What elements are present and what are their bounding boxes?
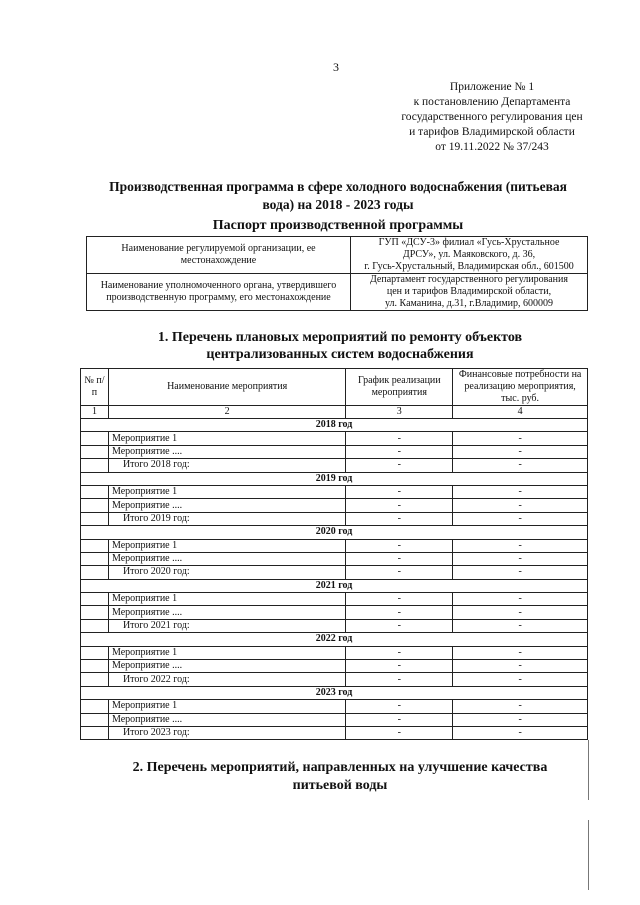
total-row: [81, 673, 588, 686]
row-number-cell: [81, 432, 109, 445]
cost-cell: -: [453, 646, 588, 659]
passport-value: [351, 274, 588, 311]
year-label: 2018 год: [81, 419, 588, 432]
events-table: [80, 368, 588, 740]
table-row: [81, 445, 588, 458]
passport-label: Наименование уполномоченного органа, утвердившего производственную программу, его местонахождение: [87, 274, 351, 311]
section1-title: [140, 329, 540, 363]
table-row: [81, 700, 588, 713]
title-line: Производственная программа в сфере холодного водоснабжения (питьевая: [109, 179, 567, 194]
row-number-cell: [81, 713, 109, 726]
schedule-cell: -: [346, 459, 453, 472]
table-header-row: [81, 369, 588, 406]
table-row: [81, 485, 588, 498]
row-number-cell: [81, 646, 109, 659]
schedule-cell: -: [346, 566, 453, 579]
event-name: Мероприятие ....: [108, 552, 345, 565]
schedule-cell: -: [346, 726, 453, 739]
cost-cell: -: [453, 593, 588, 606]
document-title: [88, 178, 588, 214]
section-title-line: 1. Перечень плановых мероприятий по ремонту объектов: [157, 330, 523, 345]
total-label: Итого 2023 год:: [108, 726, 345, 739]
value-line: г. Гусь-Хрустальный, Владимирская обл., 601500: [364, 261, 574, 272]
column-number: 1: [81, 406, 109, 419]
event-name: Мероприятие ....: [108, 499, 345, 512]
year-header-row: [81, 472, 588, 485]
year-label: 2019 год: [81, 472, 588, 485]
row-number-cell: [81, 606, 109, 619]
column-header: График реализации мероприятия: [346, 369, 453, 406]
schedule-cell: -: [346, 552, 453, 565]
schedule-cell: -: [346, 432, 453, 445]
table-row: [81, 713, 588, 726]
total-row: [81, 459, 588, 472]
total-label: Итого 2021 год:: [108, 619, 345, 632]
schedule-cell: -: [346, 606, 453, 619]
event-name: Мероприятие 1: [108, 432, 345, 445]
table-row: [87, 274, 588, 311]
appendix-note: [392, 80, 592, 155]
total-row: [81, 619, 588, 632]
value-line: ул. Каманина, д.31, г.Владимир, 600009: [385, 298, 553, 309]
scan-artifact-line: [588, 820, 589, 890]
appendix-line: и тарифов Владимирской области: [409, 126, 575, 138]
column-header: Наименование мероприятия: [108, 369, 345, 406]
value-line: ДРСУ», ул. Маяковского, д. 36,: [402, 249, 536, 260]
event-name: Мероприятие ....: [108, 606, 345, 619]
cost-cell: -: [453, 485, 588, 498]
schedule-cell: -: [346, 485, 453, 498]
total-row: [81, 726, 588, 739]
row-number-cell: [81, 485, 109, 498]
row-number-cell: [81, 673, 109, 686]
schedule-cell: -: [346, 499, 453, 512]
column-number-row: [81, 406, 588, 419]
passport-heading: Паспорт производственной программы: [212, 218, 464, 233]
column-number: 2: [108, 406, 345, 419]
cost-cell: -: [453, 660, 588, 673]
section-title-line: 2. Перечень мероприятий, направленных на улучшение качества: [132, 760, 548, 775]
row-number-cell: [81, 552, 109, 565]
row-number-cell: [81, 566, 109, 579]
cost-cell: -: [453, 552, 588, 565]
section-title-line: централизованных систем водоснабжения: [206, 347, 474, 362]
year-header-row: [81, 686, 588, 699]
table-row: [81, 646, 588, 659]
row-number-cell: [81, 459, 109, 472]
schedule-cell: -: [346, 619, 453, 632]
column-number: 4: [453, 406, 588, 419]
page-number: 3: [333, 60, 339, 74]
table-row: [81, 660, 588, 673]
column-number: 3: [346, 406, 453, 419]
event-name: Мероприятие 1: [108, 539, 345, 552]
row-number-cell: [81, 539, 109, 552]
table-row: [81, 593, 588, 606]
event-name: Мероприятие 1: [108, 593, 345, 606]
column-header: № п/п: [81, 369, 109, 406]
total-label: Итого 2019 год:: [108, 512, 345, 525]
table-row: [81, 432, 588, 445]
table-row: [81, 552, 588, 565]
year-label: 2021 год: [81, 579, 588, 592]
passport-table: [86, 236, 588, 311]
event-name: Мероприятие 1: [108, 485, 345, 498]
section-title-line: питьевой воды: [292, 778, 388, 793]
cost-cell: -: [453, 673, 588, 686]
appendix-line: Приложение № 1: [449, 81, 535, 93]
total-label: Итого 2020 год:: [108, 566, 345, 579]
event-name: Мероприятие ....: [108, 445, 345, 458]
total-row: [81, 566, 588, 579]
year-header-row: [81, 419, 588, 432]
row-number-cell: [81, 512, 109, 525]
schedule-cell: -: [346, 660, 453, 673]
table-row: [81, 499, 588, 512]
event-name: Мероприятие 1: [108, 646, 345, 659]
year-label: 2020 год: [81, 526, 588, 539]
table-row: [87, 237, 588, 274]
appendix-line: государственного регулирования цен: [401, 111, 583, 123]
cost-cell: -: [453, 566, 588, 579]
passport-value: [351, 237, 588, 274]
cost-cell: -: [453, 459, 588, 472]
cost-cell: -: [453, 539, 588, 552]
schedule-cell: -: [346, 713, 453, 726]
value-line: Департамент государственного регулирования: [369, 274, 568, 285]
schedule-cell: -: [346, 700, 453, 713]
cost-cell: -: [453, 512, 588, 525]
year-header-row: [81, 579, 588, 592]
total-label: Итого 2022 год:: [108, 673, 345, 686]
cost-cell: -: [453, 445, 588, 458]
year-label: 2022 год: [81, 633, 588, 646]
cost-cell: -: [453, 499, 588, 512]
title-line: вода) на 2018 - 2023 годы: [262, 197, 414, 212]
column-header: Финансовые потребности на реализацию мероприятия, тыс. руб.: [453, 369, 588, 406]
appendix-line: от 19.11.2022 № 37/243: [435, 141, 549, 153]
value-line: цен и тарифов Владимирской области,: [386, 286, 552, 297]
appendix-line: к постановлению Департамента: [413, 96, 571, 108]
year-header-row: [81, 526, 588, 539]
total-row: [81, 512, 588, 525]
cost-cell: -: [453, 713, 588, 726]
total-label: Итого 2018 год:: [108, 459, 345, 472]
row-number-cell: [81, 445, 109, 458]
year-header-row: [81, 633, 588, 646]
schedule-cell: -: [346, 646, 453, 659]
scan-artifact-line: [588, 740, 589, 800]
event-name: Мероприятие ....: [108, 713, 345, 726]
row-number-cell: [81, 593, 109, 606]
cost-cell: -: [453, 726, 588, 739]
cost-cell: -: [453, 432, 588, 445]
schedule-cell: -: [346, 673, 453, 686]
passport-label: Наименование регулируемой организации, ее местонахождение: [87, 237, 351, 274]
cost-cell: -: [453, 700, 588, 713]
row-number-cell: [81, 700, 109, 713]
row-number-cell: [81, 660, 109, 673]
cost-cell: -: [453, 619, 588, 632]
event-name: Мероприятие 1: [108, 700, 345, 713]
row-number-cell: [81, 619, 109, 632]
row-number-cell: [81, 499, 109, 512]
schedule-cell: -: [346, 445, 453, 458]
cost-cell: -: [453, 606, 588, 619]
event-name: Мероприятие ....: [108, 660, 345, 673]
section2-title: [120, 759, 560, 795]
row-number-cell: [81, 726, 109, 739]
table-row: [81, 606, 588, 619]
schedule-cell: -: [346, 539, 453, 552]
schedule-cell: -: [346, 593, 453, 606]
value-line: ГУП «ДСУ-3» филиал «Гусь-Хрустальное: [378, 237, 560, 248]
table-row: [81, 539, 588, 552]
schedule-cell: -: [346, 512, 453, 525]
year-label: 2023 год: [81, 686, 588, 699]
